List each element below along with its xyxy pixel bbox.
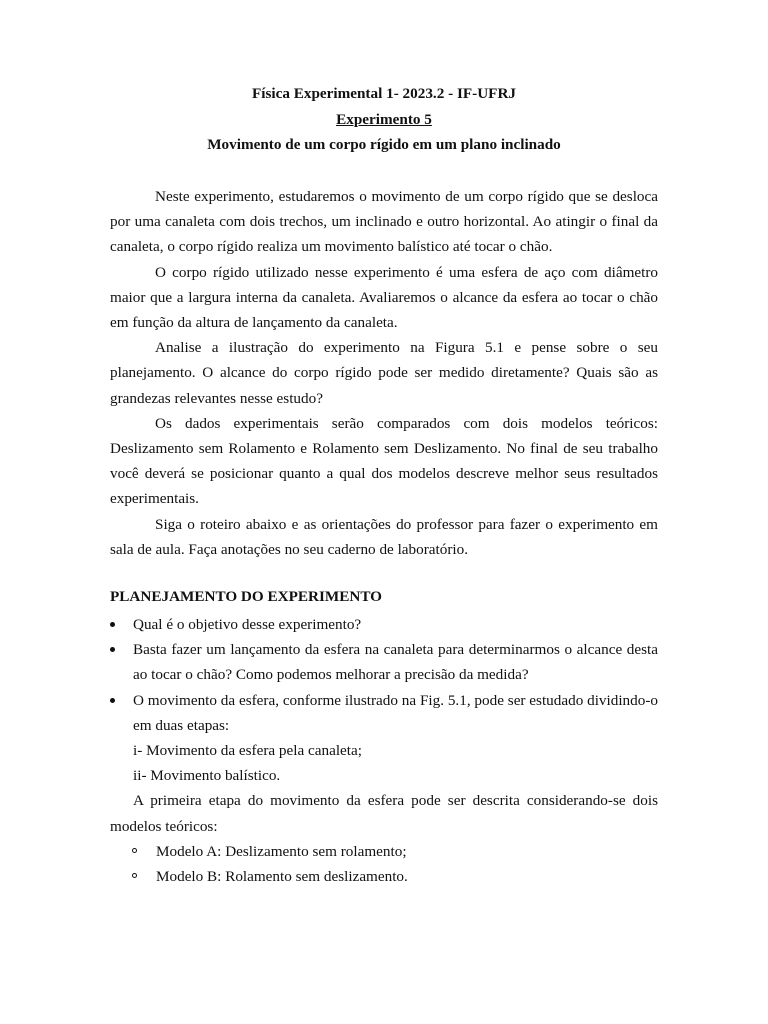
circle-bullet-icon — [132, 848, 137, 853]
planning-section-title: PLANEJAMENTO DO EXPERIMENTO — [110, 588, 382, 605]
model-item — [110, 864, 658, 889]
intro-paragraph: Os dados experimentais serão comparados com dois modelos teóricos: Deslizamento sem Rolamento e Rolamento sem Deslizamento. No final de seu trabalho você deverá se posicionar quanto a qual dos modelos descreve melhor seus resultados experimentais. — [110, 414, 658, 508]
bullet-item — [110, 688, 658, 738]
model-text: Modelo A: Deslizamento sem rolamento; — [156, 842, 407, 860]
intro-paragraph: Neste experimento, estudaremos o movimento de um corpo rígido que se desloca por uma canaleta com dois trechos, um inclinado e outro horizontal. Ao atingir o final da canaleta, o corpo rígido realiza um movimento balístico até tocar o chão. — [110, 188, 658, 256]
step-item: i- Movimento da esfera pela canaleta; — [133, 742, 362, 760]
bullet-item — [110, 612, 658, 637]
intro-paragraph: O corpo rígido utilizado nesse experimento é uma esfera de aço com diâmetro maior que a largura interna da canaleta. Avaliaremos o alcance da esfera ao tocar o chão em função da altura de lançamento da canaleta. — [110, 263, 658, 332]
model-text: Modelo B: Rolamento sem deslizamento. — [156, 868, 408, 886]
bullet-icon — [110, 647, 115, 652]
circle-bullet-icon — [132, 873, 137, 878]
intro-section — [110, 184, 658, 562]
bullet-text: Basta fazer um lançamento da esfera na canaleta para determinarmos o alcance desta ao tocar o chão? Como podemos melhorar a precisão da medida? — [133, 641, 658, 684]
bullet-text: O movimento da esfera, conforme ilustrado na Fig. 5.1, pode ser estudado dividindo-o em duas etapas: — [133, 691, 658, 734]
bullet-item — [110, 637, 658, 687]
step-item: ii- Movimento balístico. — [133, 767, 281, 785]
course-heading: Física Experimental 1- 2023.2 - IF-UFRJ — [251, 85, 517, 102]
experiment-heading: Experimento 5 — [336, 111, 432, 128]
bullet-text: Qual é o objetivo desse experimento? — [133, 616, 362, 633]
experiment-title: Movimento de um corpo rígido em um plano inclinado — [207, 136, 561, 153]
intro-paragraph: Siga o roteiro abaixo e as orientações do professor para fazer o experimento em sala de aula. Faça anotações no seu caderno de laboratório. — [110, 515, 658, 558]
models-intro-text: A primeira etapa do movimento da esfera pode ser descrita considerando-se dois modelos teóricos: — [110, 792, 658, 835]
intro-paragraph: Analise a ilustração do experimento na Figura 5.1 e pense sobre o seu planejamento. O alcance do corpo rígido pode ser medido diretamente? Quais são as grandezas relevantes nesse estudo? — [110, 339, 658, 407]
planning-section — [110, 612, 658, 889]
bullet-icon — [110, 698, 115, 703]
bullet-icon — [110, 622, 115, 627]
model-item — [110, 839, 658, 864]
